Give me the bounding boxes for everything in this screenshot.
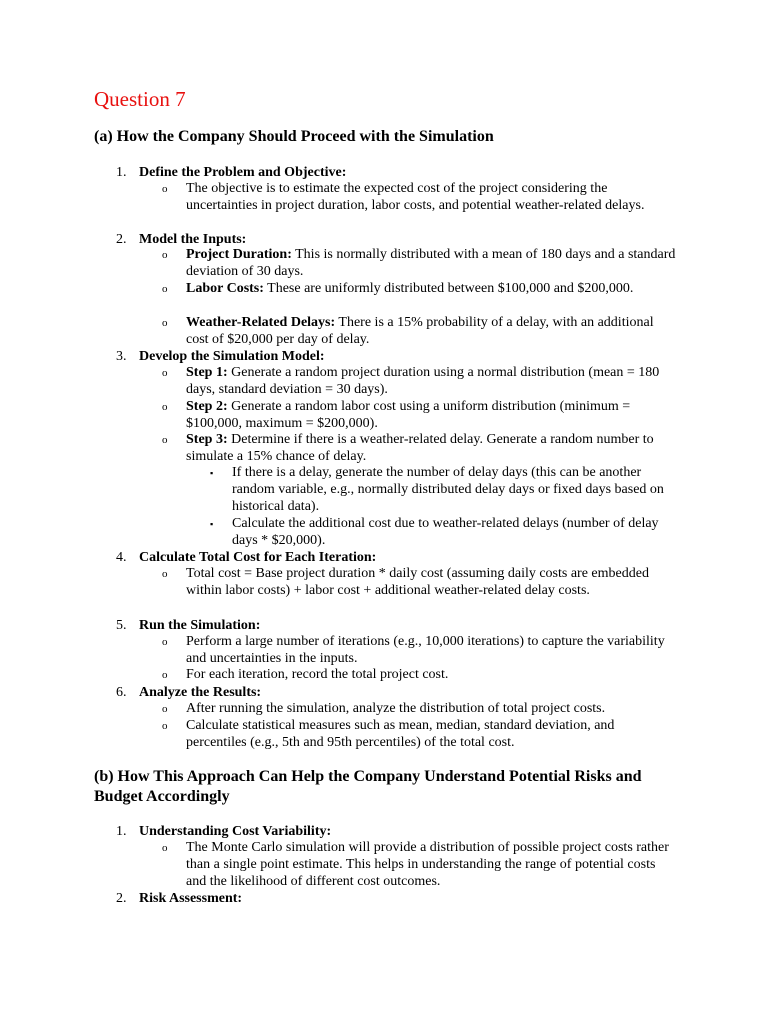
list-item-heading: Run the Simulation: [139,618,261,633]
list-item-heading: Calculate Total Cost for Each Iteration: [139,550,377,565]
list-item-heading: Analyze the Results: [139,685,262,700]
list-item-heading: Model the Inputs: [139,232,247,247]
bullet-icon: o [162,568,168,580]
list-item-heading: Define the Problem and Objective: [139,165,347,180]
square-bullet-icon: ▪ [210,519,214,529]
bullet-lead: Step 2: [186,399,228,414]
list-item-number: 5. [116,618,127,633]
bullet-body: After running the simulation, analyze the distribution of total project costs. [186,701,606,716]
bullet-body: Generate a random project duration using a normal distribution (mean = 180 days, standard deviation = 30 days). [186,365,660,397]
bullet-icon: o [162,249,168,261]
bullet-text [186,399,676,433]
bullet-icon: o [162,636,168,648]
list-item-heading: Understanding Cost Variability: [139,824,332,839]
bullet-body: Perform a large number of iterations (e.g., 10,000 iterations) to capture the variability and uncertainties in the inputs. [186,634,665,666]
sub-bullet-text: If there is a delay, generate the number of delay days (this can be another random variable, e.g., normally distributed delay days or fixed days based on historical data). [232,465,664,514]
bullet-body: This is normally distributed with a mean of 180 days and a standard deviation of 30 days. [186,247,676,279]
bullet-text [186,281,676,298]
list-item-heading: Develop the Simulation Model: [139,349,325,364]
bullet-text [186,667,676,684]
bullet-body: Calculate statistical measures such as mean, median, standard deviation, and percentiles (e.g., 5th and 95th percentiles) of the total cost. [186,718,615,750]
square-bullet-icon: ▪ [210,468,214,478]
bullet-lead: Labor Costs: [186,281,264,296]
bullet-lead: Step 3: [186,432,228,447]
bullet-text [186,315,676,349]
bullet-lead: Weather-Related Delays: [186,315,336,330]
list-item-number: 1. [116,165,127,180]
list-item-number: 4. [116,550,127,565]
bullet-body: These are uniformly distributed between $100,000 and $200,000. [263,281,634,296]
list-item-number: 2. [116,232,127,247]
bullet-icon: o [162,317,168,329]
bullet-text [186,432,676,466]
bullet-icon: o [162,703,168,715]
bullet-text [186,701,676,718]
bullet-body: The Monte Carlo simulation will provide a distribution of possible project costs rather than a single point estimate. This helps in understanding the range of potential costs and the likelihood of different cost outcomes. [186,840,669,889]
bullet-text [186,365,676,399]
bullet-body: The objective is to estimate the expected cost of the project considering the uncertainties in project duration, labor costs, and potential weather-related delays. [186,181,645,213]
bullet-icon: o [162,367,168,379]
bullet-body: Generate a random labor cost using a uniform distribution (minimum = $100,000, maximum = $200,000). [186,399,631,431]
bullet-text [186,566,676,600]
bullet-lead: Step 1: [186,365,228,380]
bullet-text [186,181,676,215]
list-item-number: 1. [116,824,127,839]
bullet-body: For each iteration, record the total project cost. [186,667,449,682]
bullet-text [186,247,676,281]
bullet-icon: o [162,283,168,295]
list-item-heading: Risk Assessment: [139,891,243,906]
section-b-heading: (b) How This Approach Can Help the Company Understand Potential Risks and Budget Accordingly [94,768,642,805]
bullet-icon: o [162,183,168,195]
bullet-icon: o [162,434,168,446]
bullet-icon: o [162,842,168,854]
section-a-heading: (a) How the Company Should Proceed with the Simulation [94,128,494,145]
list-item-number: 6. [116,685,127,700]
bullet-body: Determine if there is a weather-related delay. Generate a random number to simulate a 15% chance of delay. [186,432,654,464]
bullet-text [186,634,676,668]
bullet-icon: o [162,720,168,732]
bullet-icon: o [162,669,168,681]
bullet-body: Total cost = Base project duration * daily cost (assuming daily costs are embedded within labor costs) + labor cost + additional weather-related delay costs. [186,566,649,598]
bullet-text [186,840,676,890]
bullet-lead: Project Duration: [186,247,292,262]
bullet-body: There is a 15% probability of a delay, with an additional cost of $20,000 per day of delay. [186,315,654,347]
bullet-icon: o [162,401,168,413]
page-title: Question 7 [94,87,186,111]
list-item-number: 2. [116,891,127,906]
list-item-number: 3. [116,349,127,364]
sub-bullet-text: Calculate the additional cost due to weather-related delays (number of delay days * $20,000). [232,516,659,548]
bullet-text [186,718,676,752]
